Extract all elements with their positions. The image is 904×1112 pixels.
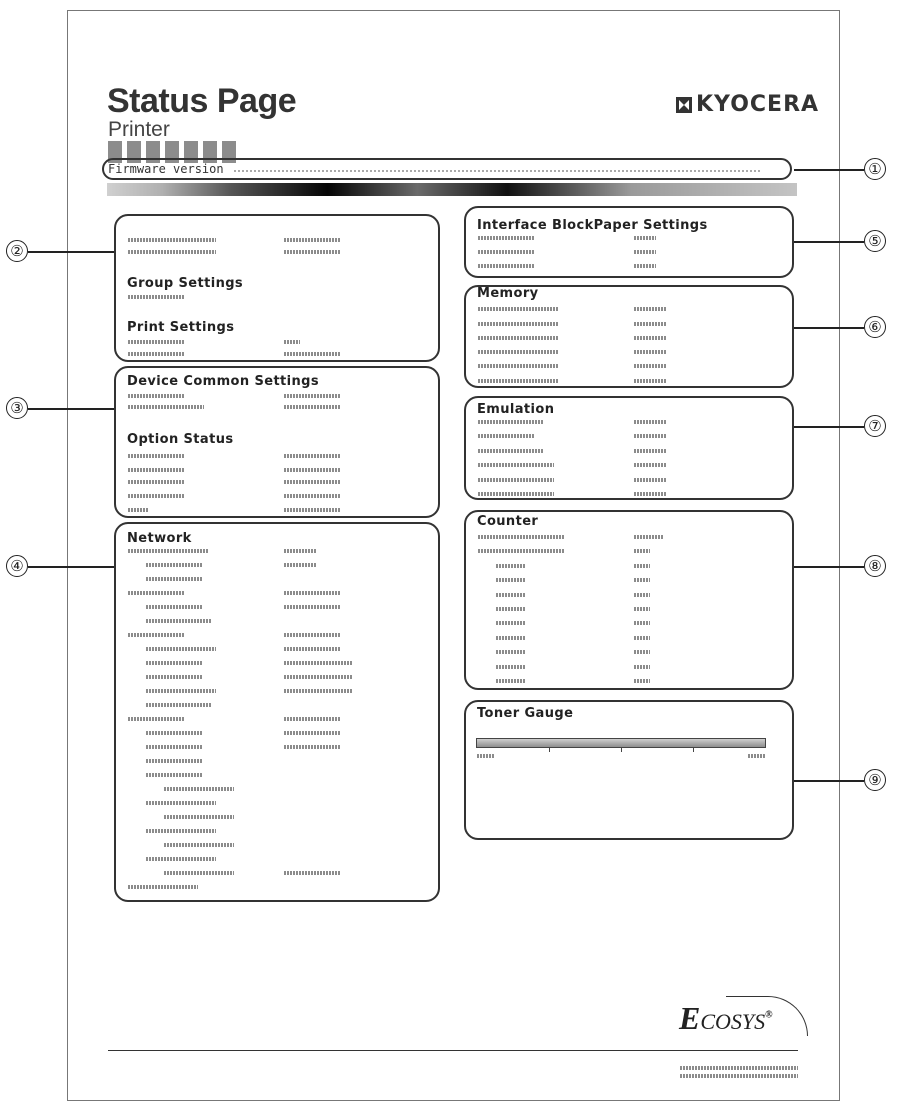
placeholder-value bbox=[634, 636, 650, 640]
placeholder-value bbox=[478, 434, 534, 438]
kyocera-mark-icon bbox=[676, 97, 692, 113]
placeholder-value bbox=[634, 336, 666, 340]
placeholder-value bbox=[634, 564, 650, 568]
callout-8-leader bbox=[794, 566, 864, 568]
placeholder-value bbox=[284, 238, 340, 242]
placeholder-value bbox=[634, 549, 650, 553]
page-subtitle: Printer bbox=[108, 118, 170, 141]
placeholder-value bbox=[128, 394, 184, 398]
callout-7: ⑦ bbox=[864, 415, 886, 437]
device-common-settings-title: Device Common Settings bbox=[127, 374, 320, 389]
placeholder-value bbox=[478, 535, 564, 539]
placeholder-value bbox=[164, 843, 234, 847]
placeholder-value bbox=[128, 405, 204, 409]
placeholder-value bbox=[164, 815, 234, 819]
placeholder-value bbox=[164, 787, 234, 791]
placeholder-value bbox=[634, 364, 666, 368]
placeholder-value bbox=[496, 607, 526, 611]
footer-fine-print bbox=[680, 1066, 798, 1070]
counter-title: Counter bbox=[477, 514, 539, 529]
section-9-box bbox=[464, 700, 794, 840]
toner-gauge-tick bbox=[693, 748, 694, 752]
callout-5: ⑤ bbox=[864, 230, 886, 252]
placeholder-value bbox=[634, 236, 656, 240]
placeholder-value bbox=[128, 549, 208, 553]
firmware-version-row bbox=[102, 158, 792, 180]
placeholder-value bbox=[284, 405, 340, 409]
memory-title: Memory bbox=[477, 286, 539, 301]
placeholder-value bbox=[478, 250, 534, 254]
placeholder-value bbox=[634, 578, 650, 582]
placeholder-value bbox=[634, 478, 666, 482]
callout-7-leader bbox=[794, 426, 864, 428]
placeholder-value bbox=[496, 636, 526, 640]
placeholder-value bbox=[496, 679, 526, 683]
placeholder-value bbox=[284, 480, 340, 484]
placeholder-value bbox=[284, 352, 340, 356]
placeholder-value bbox=[634, 679, 650, 683]
firmware-version-label: Firmware version bbox=[108, 162, 224, 176]
placeholder-value bbox=[634, 463, 666, 467]
placeholder-value bbox=[284, 605, 340, 609]
placeholder-value bbox=[128, 717, 184, 721]
placeholder-value bbox=[478, 364, 558, 368]
placeholder-value bbox=[496, 564, 526, 568]
placeholder-value bbox=[128, 508, 148, 512]
placeholder-value bbox=[496, 578, 526, 582]
placeholder-value bbox=[634, 650, 650, 654]
footer-rule bbox=[108, 1050, 798, 1051]
placeholder-value bbox=[634, 665, 650, 669]
toner-gauge-min-label bbox=[477, 754, 495, 758]
placeholder-value bbox=[478, 350, 558, 354]
placeholder-value bbox=[128, 480, 184, 484]
placeholder-value bbox=[128, 591, 184, 595]
ecosys-logo-mark: ® bbox=[765, 1009, 773, 1021]
toner-gauge-tick bbox=[549, 748, 550, 752]
placeholder-value bbox=[478, 478, 554, 482]
emulation-title: Emulation bbox=[477, 402, 555, 417]
toner-gauge-title: Toner Gauge bbox=[477, 706, 574, 721]
placeholder-value bbox=[634, 350, 666, 354]
placeholder-value bbox=[128, 250, 216, 254]
placeholder-value bbox=[634, 250, 656, 254]
interface-blockpaper-settings-title: Interface BlockPaper Settings bbox=[477, 218, 708, 233]
placeholder-value bbox=[634, 535, 664, 539]
placeholder-value bbox=[146, 563, 202, 567]
callout-2: ② bbox=[6, 240, 28, 262]
callout-1-leader bbox=[794, 169, 864, 171]
callout-4: ④ bbox=[6, 555, 28, 577]
placeholder-value bbox=[128, 352, 184, 356]
callout-6: ⑥ bbox=[864, 316, 886, 338]
network-title: Network bbox=[127, 531, 192, 546]
placeholder-value bbox=[496, 650, 526, 654]
callout-3-leader bbox=[28, 408, 114, 410]
placeholder-value bbox=[284, 717, 340, 721]
placeholder-value bbox=[284, 394, 340, 398]
placeholder-value bbox=[146, 829, 216, 833]
option-status-title: Option Status bbox=[127, 432, 234, 447]
ecosys-logo-initial: E bbox=[679, 1000, 701, 1036]
placeholder-value bbox=[284, 633, 340, 637]
kyocera-logo bbox=[676, 92, 819, 117]
placeholder-value bbox=[496, 593, 526, 597]
placeholder-value bbox=[128, 340, 184, 344]
placeholder-value bbox=[478, 379, 558, 383]
page-title: Status Page bbox=[107, 82, 297, 120]
placeholder-value bbox=[146, 773, 202, 777]
placeholder-value bbox=[146, 661, 202, 665]
callout-1: ① bbox=[864, 158, 886, 180]
placeholder-value bbox=[478, 336, 558, 340]
placeholder-value bbox=[478, 549, 564, 553]
toner-gauge-tick bbox=[621, 748, 622, 752]
group-settings-title: Group Settings bbox=[127, 276, 244, 291]
placeholder-value bbox=[478, 492, 554, 496]
print-settings-title: Print Settings bbox=[127, 320, 235, 335]
placeholder-value bbox=[146, 619, 212, 623]
callout-3: ③ bbox=[6, 397, 28, 419]
placeholder-value bbox=[284, 745, 340, 749]
placeholder-value bbox=[128, 454, 184, 458]
placeholder-value bbox=[478, 236, 534, 240]
placeholder-value bbox=[146, 703, 212, 707]
placeholder-value bbox=[478, 420, 544, 424]
placeholder-value bbox=[634, 420, 666, 424]
placeholder-value bbox=[634, 264, 656, 268]
placeholder-value bbox=[284, 647, 340, 651]
placeholder-value bbox=[478, 307, 558, 311]
placeholder-value bbox=[146, 759, 202, 763]
placeholder-value bbox=[128, 633, 184, 637]
footer-fine-print bbox=[680, 1074, 798, 1078]
placeholder-value bbox=[284, 468, 340, 472]
placeholder-value bbox=[284, 591, 340, 595]
placeholder-value bbox=[634, 492, 666, 496]
placeholder-value bbox=[284, 563, 316, 567]
placeholder-value bbox=[128, 468, 184, 472]
placeholder-value bbox=[284, 250, 340, 254]
toner-gauge-fill bbox=[477, 739, 765, 747]
placeholder-value bbox=[146, 689, 216, 693]
placeholder-value bbox=[146, 801, 216, 805]
placeholder-value bbox=[478, 264, 534, 268]
placeholder-value bbox=[284, 675, 352, 679]
placeholder-value bbox=[284, 494, 340, 498]
placeholder-value bbox=[634, 379, 666, 383]
placeholder-value bbox=[146, 745, 202, 749]
placeholder-value bbox=[146, 647, 216, 651]
placeholder-value bbox=[634, 449, 666, 453]
placeholder-value bbox=[146, 857, 216, 861]
placeholder-value bbox=[634, 621, 650, 625]
callout-9: ⑨ bbox=[864, 769, 886, 791]
placeholder-value bbox=[146, 605, 202, 609]
placeholder-value bbox=[284, 340, 300, 344]
placeholder-value bbox=[496, 665, 526, 669]
placeholder-value bbox=[146, 675, 202, 679]
placeholder-value bbox=[284, 661, 352, 665]
gradient-bar bbox=[107, 183, 797, 196]
placeholder-value bbox=[284, 508, 340, 512]
placeholder-value bbox=[164, 871, 234, 875]
placeholder-value bbox=[128, 295, 184, 299]
callout-8: ⑧ bbox=[864, 555, 886, 577]
callout-5-leader bbox=[794, 241, 864, 243]
placeholder-value bbox=[146, 577, 202, 581]
firmware-version-value-placeholder bbox=[234, 170, 760, 172]
placeholder-value bbox=[496, 621, 526, 625]
placeholder-value bbox=[478, 322, 558, 326]
placeholder-value bbox=[634, 307, 666, 311]
placeholder-value bbox=[634, 593, 650, 597]
toner-gauge-bar bbox=[476, 738, 766, 748]
ecosys-logo-rest: COSYS bbox=[700, 1009, 766, 1034]
kyocera-logo-text: KYOCERA bbox=[696, 92, 820, 117]
placeholder-value bbox=[128, 494, 184, 498]
placeholder-value bbox=[284, 871, 340, 875]
placeholder-value bbox=[634, 607, 650, 611]
placeholder-value bbox=[634, 434, 666, 438]
placeholder-value bbox=[284, 454, 340, 458]
placeholder-value bbox=[146, 731, 202, 735]
callout-2-leader bbox=[28, 251, 114, 253]
callout-9-leader bbox=[794, 780, 864, 782]
placeholder-value bbox=[634, 322, 666, 326]
placeholder-value bbox=[284, 731, 340, 735]
placeholder-value bbox=[284, 689, 352, 693]
placeholder-value bbox=[478, 449, 544, 453]
placeholder-value bbox=[478, 463, 554, 467]
callout-4-leader bbox=[28, 566, 114, 568]
toner-gauge-max-label bbox=[748, 754, 766, 758]
placeholder-value bbox=[128, 885, 198, 889]
callout-6-leader bbox=[794, 327, 864, 329]
placeholder-value bbox=[284, 549, 316, 553]
placeholder-value bbox=[128, 238, 216, 242]
